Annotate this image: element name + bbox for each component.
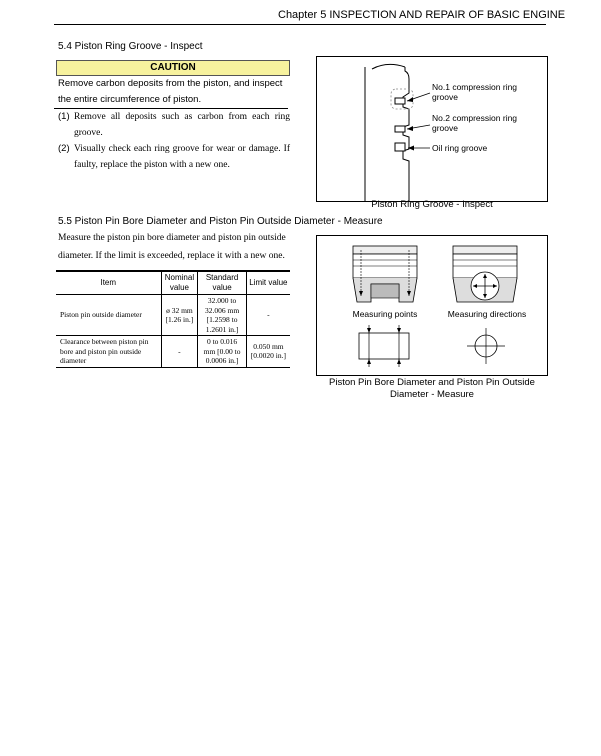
- col-nominal: Nominal value: [161, 271, 198, 295]
- cell-standard: 0 to 0.016 mm [0.00 to 0.0006 in.]: [198, 336, 246, 368]
- col-item: Item: [56, 271, 161, 295]
- col-limit: Limit value: [246, 271, 290, 295]
- label-oil-groove: Oil ring groove: [432, 143, 488, 153]
- section-body: Measure the piston pin bore diameter and piston pin outside diameter. If the limit is exceeded, replace it with a new one.: [58, 233, 286, 261]
- page-header: Chapter 5 INSPECTION AND REPAIR OF BASIC ENGINE: [278, 9, 566, 21]
- table-row: [56, 295, 290, 336]
- cell-nominal: -: [161, 336, 198, 368]
- col-standard: Standard value: [198, 271, 246, 295]
- step-item: [58, 141, 290, 173]
- section-title: 5.4 Piston Ring Groove - Inspect: [58, 41, 203, 52]
- cell-item: Piston pin outside diameter: [56, 295, 161, 336]
- label-measuring-points: Measuring points: [352, 309, 418, 319]
- step-item: [58, 109, 290, 141]
- step-number: (1): [58, 111, 70, 122]
- pin-bore-drawing: [317, 236, 547, 375]
- figure-caption: Piston Pin Bore Diameter and Piston Pin Outside Diameter - Measure: [329, 377, 535, 400]
- cell-limit: -: [246, 295, 290, 336]
- label-no2-groove: No.2 compression ring groove: [432, 113, 518, 133]
- section-title: 5.5 Piston Pin Bore Diameter and Piston Pin Outside Diameter - Measure: [58, 216, 383, 227]
- cell-item: Clearance between piston pin bore and piston pin outside diameter: [56, 336, 161, 368]
- piston-front-view: [353, 246, 417, 302]
- label-measuring-directions: Measuring directions: [447, 309, 527, 319]
- table-header-row: [56, 271, 290, 295]
- piston-side-view: [453, 246, 517, 302]
- caution-banner: CAUTION: [56, 60, 290, 76]
- cell-standard: 32.000 to 32.006 mm [1.2598 to 1.2601 in.]: [198, 295, 246, 336]
- caution-text: Remove carbon deposits from the piston, and inspect the entire circumference of piston.: [58, 78, 283, 105]
- step-text: Visually check each ring groove for wear or damage. If faulty, replace the piston with a new one.: [74, 144, 290, 170]
- pin-bore-figure: [316, 235, 548, 376]
- ring-groove-figure: [316, 56, 548, 202]
- step-number: (2): [58, 143, 70, 154]
- header-divider: [54, 24, 546, 25]
- spec-table: [56, 270, 290, 368]
- cell-nominal: ø 32 mm [1.26 in.]: [161, 295, 198, 336]
- label-no1-groove: No.1 compression ring groove: [432, 82, 518, 102]
- table-row: [56, 336, 290, 368]
- figure-caption: Piston Ring Groove - Inspect: [371, 199, 493, 210]
- step-text: Remove all deposits such as carbon from each ring groove.: [74, 112, 290, 138]
- cell-limit: 0.050 mm [0.0020 in.]: [246, 336, 290, 368]
